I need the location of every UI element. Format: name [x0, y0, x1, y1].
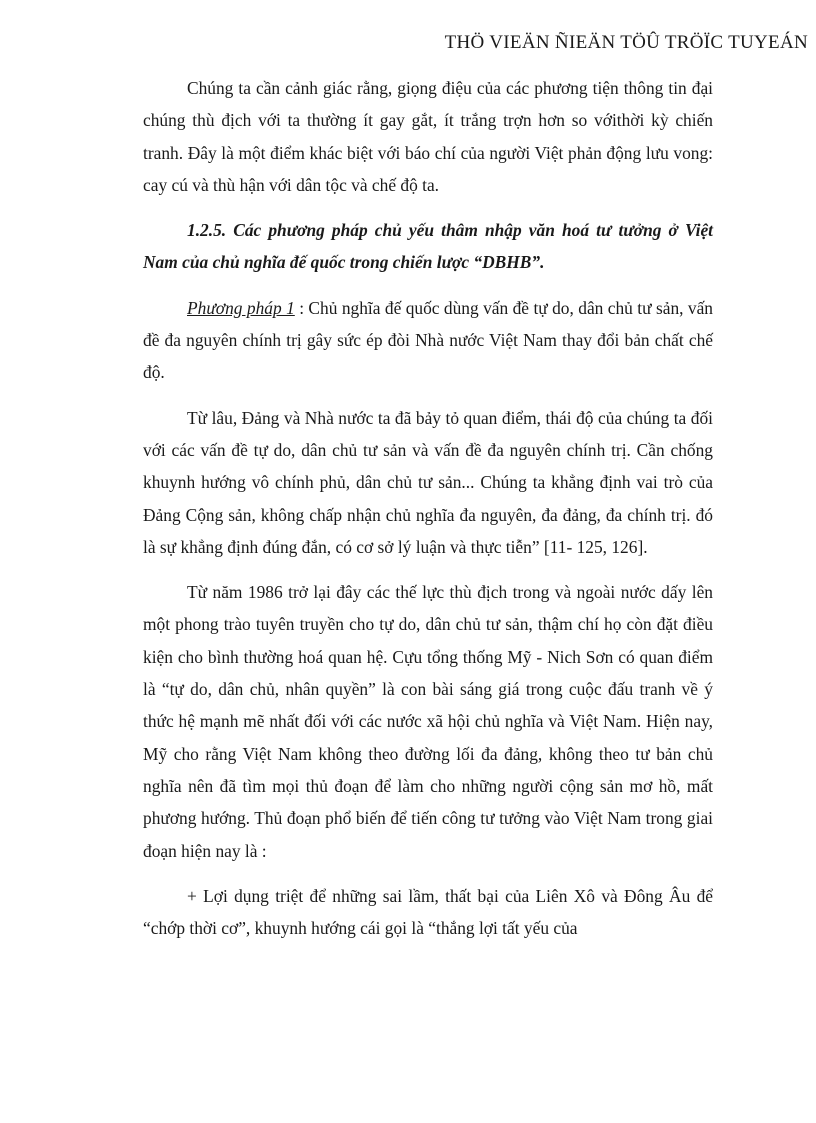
section-heading: 1.2.5. Các phương pháp chủ yếu thâm nhập văn hoá tư tưởng ở Việt Nam của chủ nghĩa đế quốc trong chiến lược “DBHB”. [143, 220, 713, 273]
document-body [143, 72, 713, 957]
paragraph-5: + Lợi dụng triệt để những sai lầm, thất bại của Liên Xô và Đông Âu để “chớp thời cơ”, khuynh hướng cái gọi là “thắng lợi tất yếu của [143, 885, 713, 939]
method-label: Phương pháp 1 [187, 297, 295, 318]
paragraph-1: Chúng ta cần cảnh giác rằng, giọng điệu của các phương tiện thông tin đại chúng thù địch với ta thường ít gay gắt, ít trắng trợn hơn so vớithời kỳ chiến tranh. Đây là một điểm khác biệt với báo chí của người Việt phản động lưu vong: cay cú và thù hận với dân tộc và chế độ ta. [143, 78, 713, 195]
paragraph-3: Từ lâu, Đảng và Nhà nước ta đã bảy tỏ quan điểm, thái độ của chúng ta đối với các vấn đề tự do, dân chủ tư sản và vấn đề đa nguyên chính trị. Cần chống khuynh hướng vô chính phủ, dân chủ tư sản... Chúng ta khẳng định vai trò của Đảng Cộng sản, không chấp nhận chủ nghĩa đa nguyên, đa đảng, đa chính trị. đó là sự khẳng định đúng đắn, có cơ sở lý luận và thực tiễn” [11- 125, 126]. [143, 407, 713, 557]
page-header: THÖ VIEÄN ÑIEÄN TÖÛ TRÖÏC TUYEÁN [444, 32, 808, 53]
paragraph-method-1 [143, 292, 713, 389]
paragraph-4: Từ năm 1986 trở lại đây các thế lực thù địch trong và ngoài nước dấy lên một phong trào tuyên truyền cho tự do, dân chủ tư sản, thậm chí họ còn đặt điều kiện cho bình thường hoá quan hệ. Cựu tổng thống Mỹ - Nich Sơn có quan điểm là “tự do, dân chủ, nhân quyền” là con bài sáng giá trong cuộc đấu tranh về ý thức hệ mạnh mẽ nhất đối với các nước xã hội chủ nghĩa và Việt Nam. Hiện nay, Mỹ cho rằng Việt Nam không theo đường lối đa đảng, không theo tư bản chủ nghĩa nên đã tìm mọi thủ đoạn để làm cho những người cộng sản mơ hồ, mất phương hướng. Thủ đoạn phổ biến để tiến công tư tưởng vào Việt Nam trong giai đoạn hiện nay là : [143, 582, 713, 861]
method-text: : Chủ nghĩa đế quốc dùng vấn đề tự do, dân chủ tư sản, vấn đề đa nguyên chính trị gây sức ép đòi Nhà nước Việt Nam thay đổi bản chất chế độ. [143, 297, 713, 383]
